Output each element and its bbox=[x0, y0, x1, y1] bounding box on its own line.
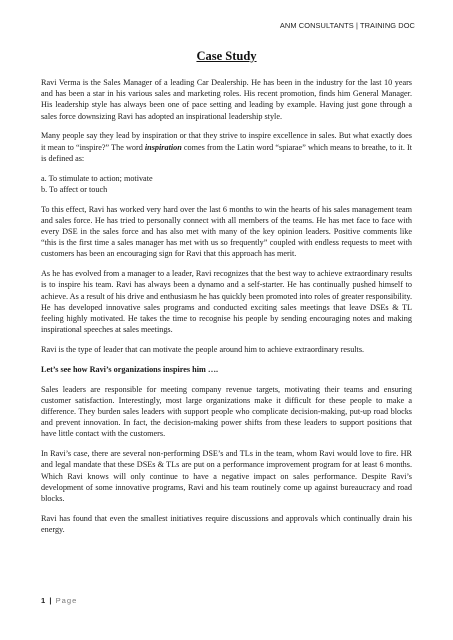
paragraph-text: comes from the Latin word “spiarae” which means to breathe, to it. It is defined as: bbox=[41, 142, 412, 163]
list-item: a. To stimulate to action; motivate bbox=[41, 173, 153, 183]
definition-list bbox=[41, 173, 412, 195]
paragraph: Ravi has found that even the smallest initiatives require discussions and approvals which continually drain his energy. bbox=[41, 513, 412, 535]
paragraph: As he has evolved from a manager to a leader, Ravi recognizes that the best way to achieve extraordinary results is to inspire his team. Ravi has always been a dynamo and a self-starter. He has continually pushed himself to achieve. As a result of his drive and enthusiasm he has quickly been promoted into roles of greater responsibility. He has developed innovative sales programs and conducted exciting sales meetings that leave DSEs & TL feeling highly motivated. He takes the time to recognise his people by sending encouraging notes and making inspirational speeches at sales meetings. bbox=[41, 269, 412, 335]
paragraph-text: Many people say they lead by inspiration or that they strive to inspire excellence in sales. But what exactly does it mean to “inspire?” The word bbox=[41, 131, 412, 152]
paragraph: In Ravi’s case, there are several non-performing DSE’s and TLs in the team, whom Ravi would love to fire. HR and legal mandate that these DSEs & TLs are put on a performance improvement program for at least 6 months. Which Ravi knows will only continue to have a negative impact on sales performance. Despite Ravi’s development of some innovative programs, Ravi and his team routinely come up against bureaucracy and road blocks. bbox=[41, 449, 412, 504]
section-heading: Let’s see how Ravi’s organizations inspires him …. bbox=[41, 364, 219, 374]
paragraph: To this effect, Ravi has worked very hard over the last 6 months to win the hearts of his sales management team and sales force. He has tried to personally connect with all members of the teams. He has met face to face with every DSE in the sales force and has also met with many of the key opinion leaders. Positive comments like “this is the first time a sales manager has met with us so frequently” coupled with endless requests to meet with customers has been an encouraging sign for Ravi that this approach has merit. bbox=[41, 204, 412, 259]
paragraph: Ravi Verma is the Sales Manager of a leading Car Dealership. He has been in the industry for the last 10 years and has been a star in his various sales and marketing roles. His recent promotion, finds him General Manager. His leadership style has always been one of pace setting and leading by example. Having just gone through a sales force downsizing Ravi has adopted an inspirational leadership style. bbox=[41, 78, 412, 121]
document-body bbox=[41, 77, 412, 544]
paragraph: Sales leaders are responsible for meeting company revenue targets, motivating their teams and ensuring customer satisfaction. Interestingly, most large organizations make it difficult for these people to make a difference. They burden sales leaders with support people who complicate decision-making, put-up road blocks and prevent innovation. In fact, the decision-making power shifts from these leaders to support positions that have little contact with the customers. bbox=[41, 384, 412, 439]
emphasized-word: inspiration bbox=[144, 142, 182, 152]
page-footer bbox=[41, 596, 77, 605]
page-label: Page bbox=[55, 596, 78, 605]
page-number: 1 bbox=[41, 596, 46, 605]
list-item: b. To affect or touch bbox=[41, 184, 108, 194]
document-title: Case Study bbox=[196, 49, 257, 63]
footer-separator: | bbox=[49, 596, 52, 605]
running-header: ANM CONSULTANTS | TRAINING DOC bbox=[279, 21, 415, 30]
paragraph-inspiration bbox=[41, 130, 412, 164]
paragraph: Ravi is the type of leader that can motivate the people around him to achieve extraordinary results. bbox=[41, 345, 365, 355]
